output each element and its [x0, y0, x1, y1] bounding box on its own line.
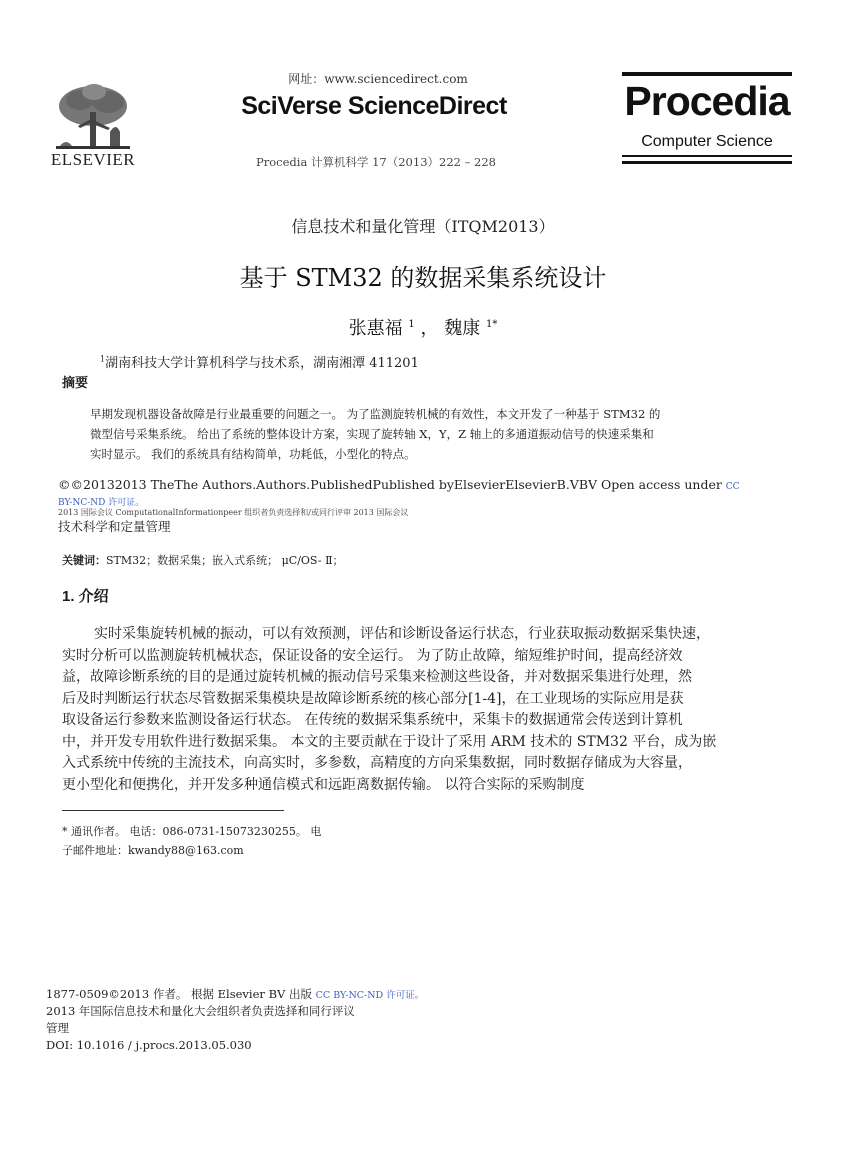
copyright-text: ©©20132013 TheThe Authors.Authors.PublishedPublished byElsevierElsevierB.VBV Open access under [58, 477, 722, 492]
abstract-line: 早期发现机器设备故障是行业最重要的问题之一。 为了监测旋转机械的有效性，本文开发了一种基于 STM32 的 [90, 407, 661, 421]
issn-text: 1877-0509©2013 作者。 根据 Elsevier BV 出版 [46, 987, 312, 1001]
paragraph-line: 后及时判断运行状态尽管数据采集模块是故障诊断系统的核心部分[1-4]，在工业现场的实际应用是获 [62, 690, 684, 707]
abstract-heading: 摘要 [62, 375, 89, 390]
footnote-divider [62, 810, 284, 811]
author-name: 魏康 [444, 318, 481, 339]
paragraph-line: 实时分析可以监测旋转机械状态，保证设备的安全运行。 为了防止故障，缩短维护时间，提高经济效 [62, 647, 683, 664]
peer-review-notice-continued: 技术科学和定量管理 [58, 519, 171, 534]
journal-citation: Procedia 计算机科学 17（2013）222 – 228 [256, 155, 496, 169]
keywords-label: 关键词： [62, 555, 106, 567]
abstract-line: 微型信号采集系统。 给出了系统的整体设计方案，实现了旋转轴 X，Y，Z 轴上的多通道振动信号的快速采集和 [90, 427, 654, 441]
section-heading-intro: 1. 介绍 [62, 588, 109, 605]
intro-paragraph [62, 624, 768, 796]
paragraph-line: 取设备运行参数来监测设备运行状态。 在传统的数据采集系统中，采集卡的数据通常会传送到计算机 [62, 712, 683, 728]
abstract-line: 实时显示。 我们的系统具有结构简单，功耗低，小型化的特点。 [90, 447, 416, 461]
procedia-rule-bottom-thin [622, 155, 792, 157]
affiliation-text: 湖南科技大学计算机科学与技术系，湖南湘潭 411201 [105, 356, 419, 371]
peer-review-notice: 2013 国际会议 ComputationalInformationpeer 组织者负责选择和/或同行评审 2013 国际会议 [58, 508, 409, 517]
issn-line [46, 986, 424, 1002]
author-list [0, 314, 846, 340]
corresponding-author-footnote [62, 822, 362, 860]
procedia-logo: Procedia [624, 78, 790, 124]
paragraph-line: 益，故障诊断系统的目的是通过旋转机械的振动信号采集来检测这些设备，并对数据采集进行处理，然 [62, 669, 692, 685]
selection-notice: 2013 年国际信息技术和量化大会组织者负责选择和同行评议 [46, 1004, 355, 1018]
footnote-line: * 通讯作者。 电话：086-0731-15073230255。 电 [62, 825, 322, 838]
keywords-text: STM32；数据采集；嵌入式系统； μC/OS- Ⅱ； [106, 554, 344, 567]
procedia-rule-bottom-thick [622, 161, 792, 164]
sciencedirect-logo: SciVerse ScienceDirect [241, 92, 507, 120]
affiliation [100, 352, 419, 371]
author-affiliation-mark: 1* [485, 319, 498, 330]
license-link[interactable]: CC [725, 482, 740, 492]
abstract-body [90, 404, 780, 464]
procedia-subtitle: Computer Science [641, 133, 773, 150]
paper-title: 基于 STM32 的数据采集系统设计 [239, 264, 607, 292]
procedia-rule-top [622, 72, 792, 76]
footer-license-link[interactable]: CC BY-NC-ND 许可证。 [315, 990, 425, 1001]
elsevier-wordmark: ELSEVIER [50, 150, 136, 169]
author-separator: ， [420, 318, 439, 339]
conference-name: 信息技术和量化管理（ITQM2013） [291, 217, 555, 236]
paragraph-line: 中，并开发专用软件进行数据采集。 本文的主要贡献在于设计了采用 ARM 技术的 STM32 平台，成为嵌 [62, 733, 717, 750]
copyright-notice [58, 477, 788, 492]
footnote-line[interactable]: 子邮件地址：kwandy88@163.com [62, 844, 244, 857]
author-affiliation-mark: 1 [408, 319, 415, 330]
selection-notice-continued: 管理 [46, 1021, 69, 1035]
paragraph-line: 更小型化和便携化，并开发多种通信模式和远距离数据传输。 以符合实际的采购制度 [62, 776, 585, 793]
site-url[interactable]: 网址：www.sciencedirect.com [288, 72, 468, 86]
affiliation-mark: 1 [100, 354, 106, 364]
license-link-continued[interactable]: BY-NC-ND 许可证。 [58, 498, 145, 508]
author-name: 张惠福 [348, 318, 403, 339]
keywords [62, 552, 344, 568]
doi[interactable]: DOI: 10.1016 / j.procs.2013.05.030 [46, 1038, 252, 1052]
paragraph-line: 实时采集旋转机械的振动，可以有效预测，评估和诊断设备运行状态，行业获取振动数据采集快速， [94, 626, 710, 642]
paragraph-line: 入式系统中传统的主流技术，向高实时，多参数，高精度的方向采集数据，同时数据存储成为大容量， [62, 755, 692, 771]
